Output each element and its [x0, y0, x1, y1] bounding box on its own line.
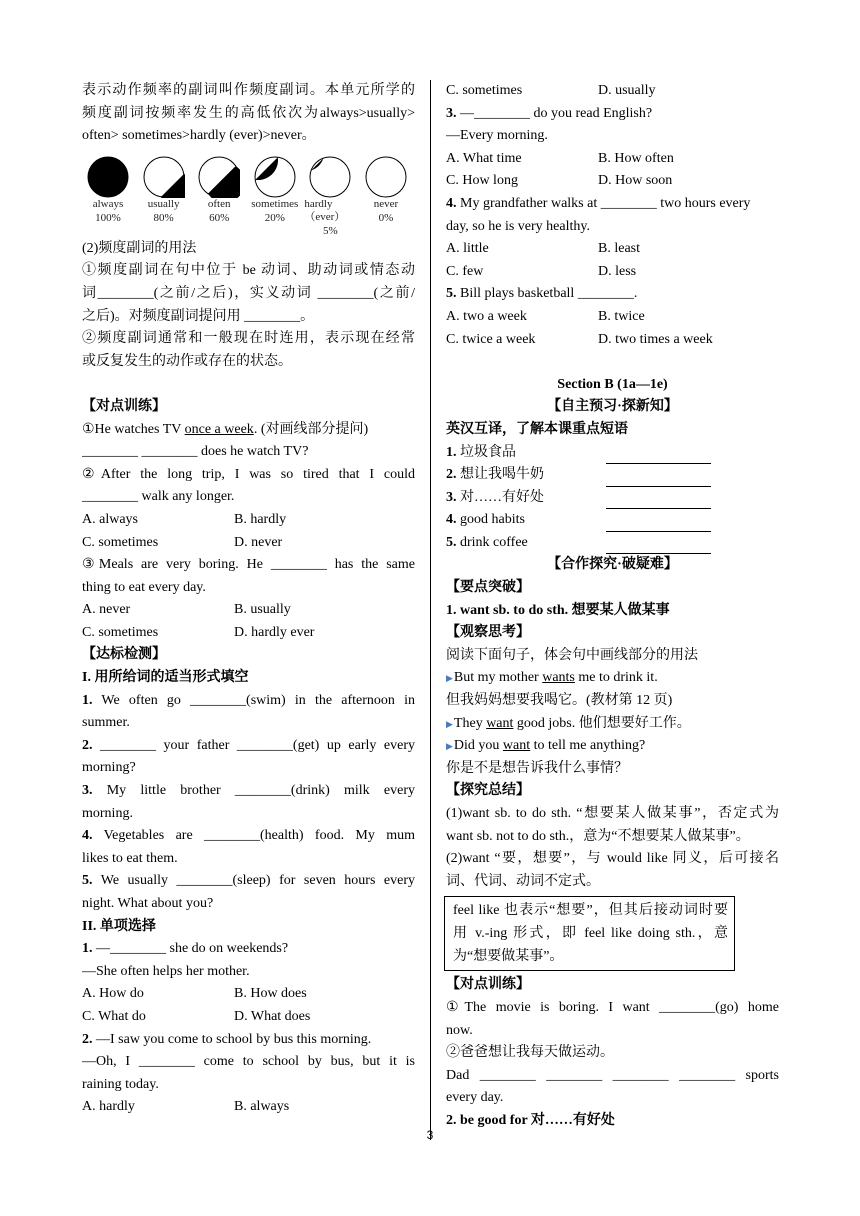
option-row: C. What do D. What does	[82, 1008, 311, 1024]
preview-heading: 【自主预习·探新知】	[547, 399, 678, 415]
usage-line: 词________(之前/之后)，实义动词 ________(之前/	[82, 285, 415, 301]
moon-phase-icon	[198, 156, 240, 198]
moon-phase-icon	[309, 156, 351, 198]
bullet-triangle-icon: ▶	[446, 673, 453, 684]
note-line: 为“想要做某事”。	[453, 949, 564, 965]
option-row: A. always B. hardly	[82, 511, 287, 527]
frequency-label: hardly（ever）	[304, 197, 346, 223]
practice-heading: 【对点训练】	[446, 977, 530, 993]
answer-blank[interactable]	[606, 449, 711, 464]
fill-item: 1. We often go ________(swim) in the afternoon in	[82, 692, 415, 708]
answer-blank[interactable]	[606, 539, 711, 554]
practice-item-2: ________ walk any longer.	[82, 489, 235, 505]
choice-question-2: 2. —I saw you come to school by bus this morning.	[82, 1031, 372, 1047]
example-sentence: ▶Did you want to tell me anything?	[446, 738, 646, 754]
answer-blank[interactable]	[606, 494, 711, 509]
answer-blank[interactable]	[606, 472, 711, 487]
left-column	[82, 80, 415, 1119]
section-b-title: Section B (1a—1e)	[557, 376, 668, 392]
frequency-percent: 60%	[209, 211, 230, 224]
column-divider	[430, 80, 431, 1140]
section-2-title: II. 单项选择	[82, 918, 156, 934]
phrase-item: 4. good habits	[446, 509, 779, 532]
practice-heading: 【对点训练】	[82, 398, 166, 414]
frequency-item	[138, 156, 190, 238]
choice-question-1: 1. —________ she do on weekends?	[82, 941, 289, 957]
summary-line: want sb. not to do sth.，意为“不想要某人做某事”。	[446, 828, 750, 844]
option-row: A. never B. usually	[82, 602, 291, 618]
usage-line: 之后)。对频度副词提问用 ________。	[82, 308, 315, 324]
bullet-triangle-icon: ▶	[446, 718, 453, 729]
fill-item: morning.	[82, 805, 133, 821]
practice-item-2: Dad ________ ________ ________ ________ sports	[446, 1067, 779, 1083]
option-row: C. few D. less	[446, 263, 637, 279]
bullet-triangle-icon: ▶	[446, 741, 453, 752]
example-sentence: ▶They want good jobs. 他们想要好工作。	[446, 715, 691, 731]
fill-item: morning?	[82, 760, 136, 776]
frequency-percent: 20%	[264, 211, 285, 224]
note-line: 用 v.-ing 形式，即 feel like doing sth.，意	[453, 926, 728, 942]
practice-item-2: every day.	[446, 1090, 504, 1106]
usage-line: 或反复发生的动作或存在的状态。	[82, 353, 292, 369]
intro-line: 表示动作频率的副词叫作频度副词。本单元所学的	[82, 83, 415, 98]
usage-line: ①频度副词在句中位于 be 动词、助动词或情态动	[82, 263, 415, 279]
usage-line: ②频度副词通常和一般现在时连用，表示现在经常	[82, 331, 415, 347]
example-sentence: ▶But my mother wants me to drink it.	[446, 670, 658, 686]
option-row: C. How long D. How soon	[446, 173, 673, 189]
choice-question-4: 4. My grandfather walks at ________ two hours every	[446, 195, 751, 211]
option-row: A. hardly B. always	[82, 1099, 290, 1115]
frequency-percent: 80%	[153, 211, 174, 224]
summary-line: (2)want “要，想要”，与 would like 同义，后可接名	[446, 851, 779, 867]
phrase-item: 2. 想让我喝牛奶	[446, 464, 779, 487]
observe-heading: 【观察思考】	[446, 625, 530, 641]
note-box	[444, 896, 735, 971]
frequency-label: always	[92, 197, 124, 210]
practice-item-1-answer: ________ ________ does he watch TV?	[82, 444, 309, 460]
frequency-percent: 100%	[95, 211, 121, 224]
fill-item: likes to eat them.	[82, 850, 178, 866]
frequency-item	[193, 156, 245, 238]
test-heading: 【达标检测】	[82, 647, 166, 663]
practice-item-2: ②爸爸想让我每天做运动。	[446, 1045, 614, 1061]
option-row: A. How do B. How does	[82, 986, 307, 1002]
frequency-scale	[82, 156, 412, 238]
phrase-item: 5. drink coffee	[446, 532, 779, 555]
option-row: A. little B. least	[446, 241, 640, 257]
practice-item-3: ③Meals are very boring. He ________ has the same	[82, 557, 415, 573]
practice-item-1: ①The movie is boring. I want ________(go) home	[446, 999, 779, 1015]
practice-item-1: ①He watches TV once a week. (对画线部分提问)	[82, 421, 369, 437]
fill-item: summer.	[82, 715, 130, 731]
intro-line: 频度副词按频率发生的高低依次为always>usually>	[82, 105, 415, 121]
summary-heading: 【探究总结】	[446, 783, 530, 799]
fill-item: 2. ________ your father ________(get) up early every	[82, 737, 415, 753]
option-row: A. What time B. How often	[446, 150, 674, 166]
note-line: feel like 也表示“想要”，但其后接动词时要	[453, 903, 728, 919]
fill-item: 4. Vegetables are ________(health) food. My mum	[82, 828, 415, 844]
translate-title: 英汉互译，了解本课重点短语	[446, 421, 628, 437]
summary-line: (1)want sb. to do sth. “想要某人做某事”，否定式为	[446, 806, 779, 821]
right-column	[446, 80, 779, 1133]
choice-question-3: —Every morning.	[446, 128, 548, 144]
phrase-item: 3. 对……有好处	[446, 487, 779, 510]
frequency-item	[360, 156, 412, 238]
moon-phase-icon	[143, 156, 185, 198]
section-1-title: I. 用所给词的适当形式填空	[82, 670, 249, 686]
key-heading: 【要点突破】	[446, 580, 530, 596]
option-row: A. two a week B. twice	[446, 308, 645, 324]
fill-item: 3. My little brother ________(drink) milk every	[82, 783, 415, 799]
fill-item: 5. We usually ________(sleep) for seven hours every	[82, 873, 415, 889]
choice-question-2: —Oh, I ________ come to school by bus, but it is	[82, 1054, 415, 1070]
answer-blank[interactable]	[606, 517, 711, 532]
example-translation: 但我妈妈想要我喝它。(教材第 12 页)	[446, 693, 673, 709]
frequency-percent: 0%	[378, 211, 394, 224]
frequency-item	[304, 156, 356, 238]
practice-item-2: ②After the long trip, I was so tired that I could	[82, 466, 415, 482]
choice-question-1: —She often helps her mother.	[82, 963, 250, 979]
frequency-label: usually	[147, 197, 180, 210]
option-row: C. sometimes D. never	[82, 534, 283, 550]
moon-phase-icon	[87, 156, 129, 198]
choice-question-3: 3. —________ do you read English?	[446, 105, 653, 121]
frequency-percent: 5%	[323, 224, 338, 237]
choice-question-5: 5. Bill plays basketball ________.	[446, 286, 638, 302]
choice-question-2: raining today.	[82, 1076, 159, 1092]
coop-heading: 【合作探究·破疑难】	[547, 557, 678, 573]
summary-line: 词、代词、动词不定式。	[446, 873, 600, 889]
frequency-label: never	[373, 197, 399, 210]
choice-question-4: day, so he is very healthy.	[446, 218, 590, 234]
frequency-item	[82, 156, 134, 238]
page-number: 3	[426, 1128, 434, 1142]
point-2-title: 2. be good for 对……有好处	[446, 1112, 615, 1128]
practice-item-1: now.	[446, 1022, 473, 1038]
option-row: C. sometimes D. hardly ever	[82, 624, 315, 640]
frequency-label: sometimes	[251, 197, 299, 210]
practice-item-3: thing to eat every day.	[82, 579, 206, 595]
frequency-item	[249, 156, 301, 238]
moon-phase-icon	[254, 156, 296, 198]
observe-text: 阅读下面句子，体会句中画线部分的用法	[446, 647, 698, 663]
intro-line: often> sometimes>hardly (ever)>never。	[82, 128, 316, 144]
point-1-title: 1. want sb. to do sth. 想要某人做某事	[446, 602, 670, 618]
phrase-item: 1. 垃圾食品	[446, 442, 779, 465]
option-row: C. twice a week D. two times a week	[446, 331, 713, 347]
frequency-label: often	[207, 197, 231, 210]
example-translation: 你是不是想告诉我什么事情？	[446, 760, 628, 776]
moon-phase-icon	[365, 156, 407, 198]
option-row: C. sometimes D. usually	[446, 83, 656, 98]
fill-item: night. What about you?	[82, 896, 214, 911]
usage-heading: (2)频度副词的用法	[82, 240, 197, 256]
